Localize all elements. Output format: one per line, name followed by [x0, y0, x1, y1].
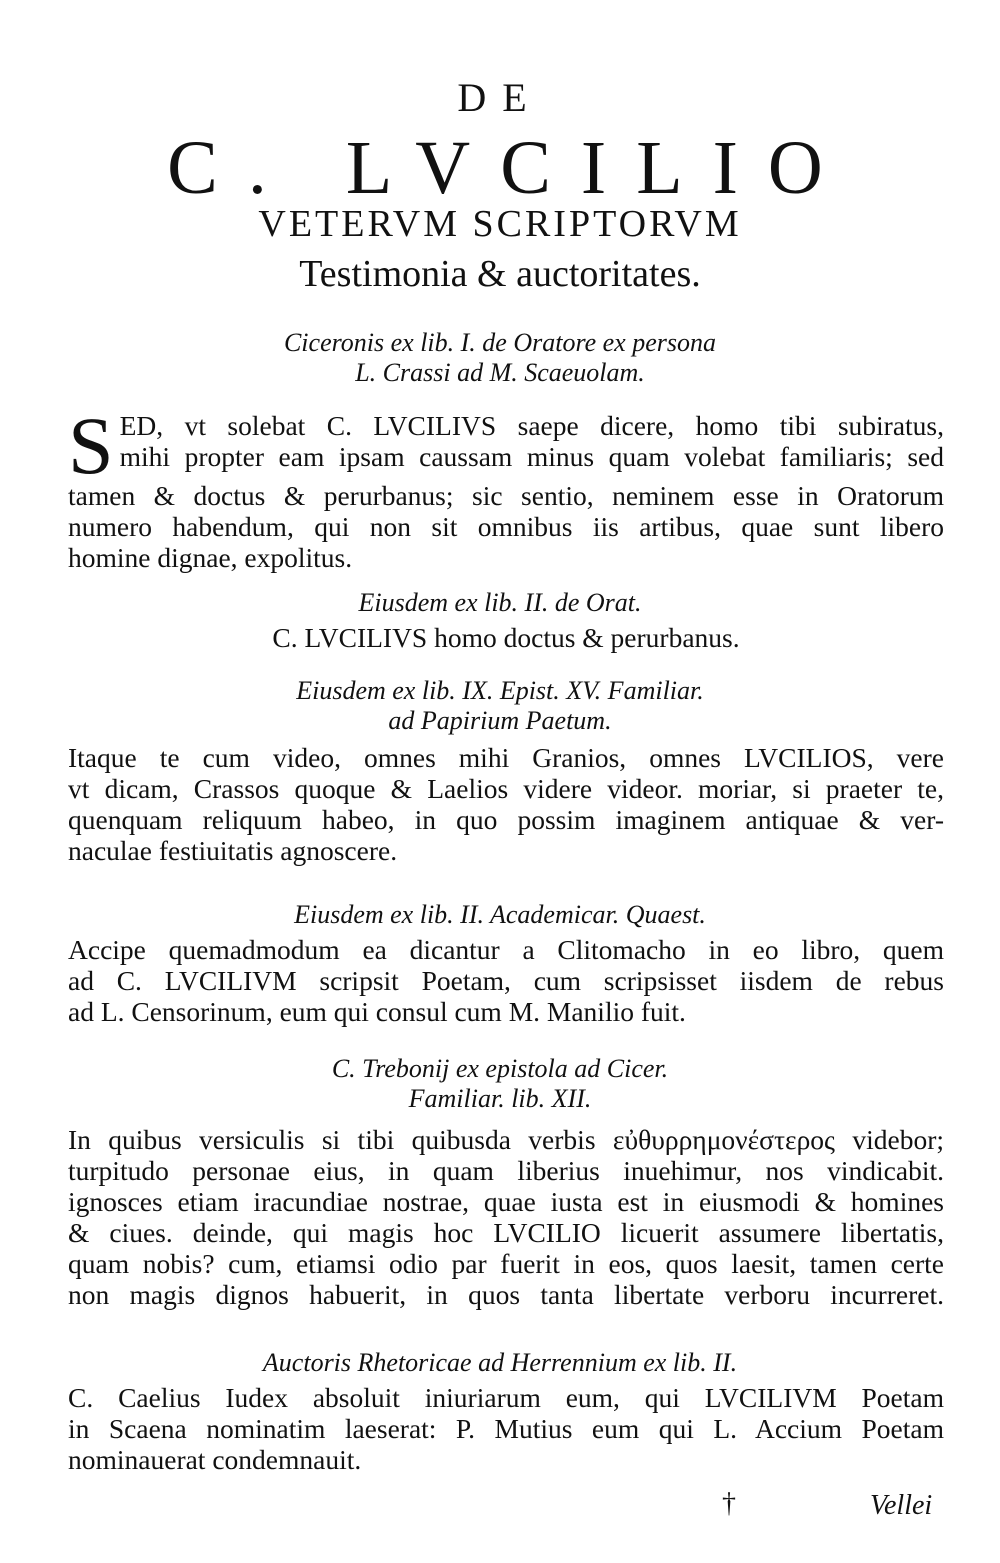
source-line: C. Trebonij ex epistola ad Cicer. [331, 1054, 669, 1083]
signature-mark: † [722, 1488, 736, 1519]
text-line: In quibus versiculis si tibi quibusda verbis εὐθυρρημονέστερος videbor; [68, 1124, 944, 1155]
text-line: vt dicam, Crassos quoque & Laelios videre videor. moriar, si praeter te, [68, 773, 944, 804]
source-citation-2 [0, 588, 1000, 618]
heading-de: DE [457, 75, 543, 120]
heading-name: C. LVCILIO [167, 126, 853, 210]
text-line: quam nobis? cum, etiamsi odio par fuerit in eos, quos laesit, tamen certe [68, 1248, 944, 1279]
text-line: quenquam reliquum habeo, in quo possim imaginem antiquae & ver- [68, 804, 944, 835]
source-citation-5 [0, 1054, 1000, 1114]
source-line: Familiar. lib. XII. [408, 1084, 592, 1113]
text-line: ad C. LVCILIVM scripsit Poetam, cum scripsisset iisdem de rebus [68, 965, 944, 996]
text-line: numero habendum, qui non sit omnibus iis artibus, quae sunt libero [68, 511, 944, 542]
text-line: homine dignae, expolitus. [68, 542, 353, 573]
catchword: Vellei [870, 1490, 933, 1521]
text-line: C. Caelius Iudex absoluit iniuriarum eum, qui LVCILIVM Poetam [68, 1382, 944, 1413]
text-line: naculae festiuitatis agnoscere. [68, 835, 398, 866]
text-line: ED, vt solebat C. LVCILIVS saepe dicere, homo tibi subiratus, [119, 410, 944, 441]
source-line: Eiusdem ex lib. II. Academicar. Quaest. [294, 900, 706, 929]
heading-subtitle: VETERVM SCRIPTORVM [258, 203, 742, 245]
text-line: C. LVCILIVS homo doctus & perurbanus. [272, 622, 740, 653]
text-line: tamen & doctus & perurbanus; sic sentio, neminem esse in Oratorum [68, 480, 944, 511]
paragraph-3 [68, 742, 944, 866]
source-line: Eiusdem ex lib. IX. Epist. XV. Familiar. [296, 676, 704, 705]
paragraph-6 [68, 1382, 944, 1475]
source-line: Eiusdem ex lib. II. de Orat. [358, 588, 642, 617]
text-line: mihi propter eam ipsam caussam minus quam volebat familiaris; sed [119, 441, 944, 472]
paragraph-2 [68, 622, 944, 653]
paragraph-4 [68, 934, 944, 1027]
source-line: ad Papirium Paetum. [388, 706, 612, 735]
text-line: nominauerat condemnauit. [68, 1444, 362, 1475]
source-line: Auctoris Rhetoricae ad Herrennium ex lib. II. [262, 1348, 738, 1377]
text-line: & ciues. deinde, qui magis hoc LVCILIO licuerit assumere libertatis, [68, 1217, 944, 1248]
text-line: ad L. Censorinum, eum qui consul cum M. Manilio fuit. [68, 996, 686, 1027]
paragraph-5 [68, 1124, 944, 1310]
source-line: L. Crassi ad M. Scaeuolam. [355, 358, 645, 387]
text-line: in Scaena nominatim laeserat: P. Mutius eum qui L. Accium Poetam [68, 1413, 944, 1444]
heading-subtitle-2: Testimonia & auctoritates. [299, 253, 701, 295]
source-line: Ciceronis ex lib. I. de Oratore ex persona [283, 328, 717, 357]
text-line: turpitudo personae eius, in quam liberius inuehimur, nos vindicabit. [68, 1155, 944, 1186]
text-line: ignosces etiam iracundiae nostrae, quae iusta est in eiusmodi & homines [68, 1186, 944, 1217]
text-line: Accipe quemadmodum ea dicantur a Clitomacho in eo libro, quem [68, 934, 944, 965]
drop-cap: S [68, 400, 114, 491]
text-line: non magis dignos habuerit, in quos tanta libertate verboru incurreret. [68, 1279, 944, 1310]
text-line: Itaque te cum video, omnes mihi Granios, omnes LVCILIOS, vere [68, 742, 944, 773]
source-citation-6 [0, 1348, 1000, 1378]
source-citation-1 [0, 328, 1000, 388]
source-citation-3 [0, 676, 1000, 736]
source-citation-4 [0, 900, 1000, 930]
paragraph-1 [68, 400, 944, 573]
